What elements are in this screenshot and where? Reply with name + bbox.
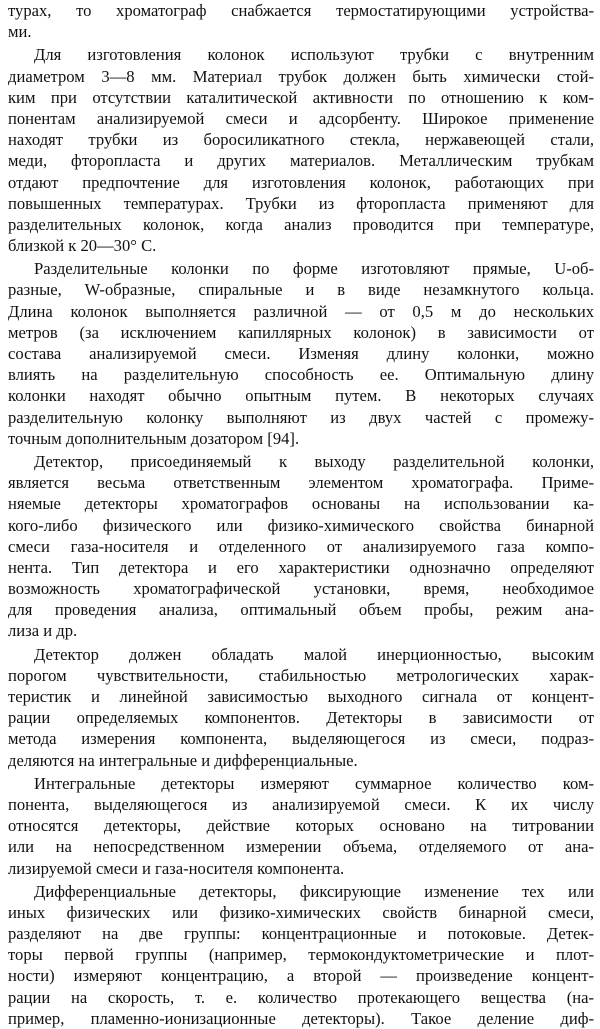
text-line: понентам анализируемой смеси и адсорбенту. Широкое применение bbox=[8, 108, 594, 128]
text-line: лиза и др. bbox=[8, 621, 78, 641]
paragraph-5 bbox=[8, 644, 594, 771]
text-line: турах, то хроматограф снабжается термостатирующими устройства- bbox=[8, 1, 594, 20]
text-line: деляются на интегральные и дифференциальные. bbox=[8, 750, 358, 770]
text-line: находят трубки из боросиликатного стекла, нержавеющей стали, bbox=[8, 130, 594, 150]
text-line: разделительных колонок, когда анализ проводится при температуре, bbox=[8, 214, 594, 234]
text-line: ности) измеряют концентрацию, а второй — произведение концент- bbox=[8, 966, 594, 986]
text-line: иных физических или физико-химических свойств бинарной смеси, bbox=[8, 902, 594, 922]
text-line: Интегральные детекторы измеряют суммарное количество ком- bbox=[34, 773, 594, 793]
text-line: диаметром 3—8 мм. Материал трубок должен быть химически стой- bbox=[8, 66, 594, 86]
text-line: повышенных температурах. Трубки из фторопласта применяют для bbox=[8, 193, 594, 213]
text-line: кого-либо физического или физико-химического свойства бинарной bbox=[8, 515, 594, 535]
text-line: рации определяемых компонентов. Детекторы в зависимости от bbox=[8, 708, 594, 728]
text-line: или на непосредственном измерении объема, отделяемого от ана- bbox=[8, 837, 594, 857]
paragraph-7 bbox=[8, 881, 594, 1029]
text-line: Детектор, присоединяемый к выходу разделительной колонки, bbox=[34, 451, 594, 471]
text-line: возможность хроматографической установки, время, необходимое bbox=[8, 579, 594, 599]
paragraph-2 bbox=[8, 44, 594, 256]
text-line: Разделительные колонки по форме изготовляют прямые, U-об- bbox=[34, 259, 594, 279]
text-line: точным дополнительным дозатором [94]. bbox=[8, 428, 300, 448]
text-line: Длина колонок выполняется различной — от 0,5 м до нескольких bbox=[8, 301, 594, 321]
text-line: состава анализируемой смеси. Изменяя длину колонки, можно bbox=[8, 344, 594, 363]
text-line: метров (за исключением капиллярных колонок) в зависимости от bbox=[8, 322, 594, 342]
text-line: колонки находят обычно опытным путем. В некоторых случаях bbox=[8, 386, 594, 406]
text-line: меди, фторопласта и других материалов. Металлическим трубкам bbox=[8, 151, 594, 171]
text-line: метода измерения компонента, выделяющегося из смеси, подраз- bbox=[8, 729, 594, 749]
text-line: близкой к 20—30° С. bbox=[8, 236, 157, 256]
text-line: няемые детекторы хроматографов основаны на использовании ка- bbox=[8, 494, 594, 514]
paragraph-6 bbox=[8, 773, 594, 879]
text-line: разделительную колонку выполняют из двух частей с промежу- bbox=[8, 407, 594, 427]
text-line: лизируемой смеси и газа-носителя компонента. bbox=[8, 858, 345, 878]
text-line: ким при отсутствии каталитической активности по отношению к ком- bbox=[8, 87, 594, 107]
text-line: пример, пламенно-ионизационные детекторы). Такое деление диф- bbox=[8, 1008, 594, 1028]
text-line: ми. bbox=[8, 22, 32, 42]
text-line: порогом чувствительности, стабильностью метрологических харак- bbox=[8, 665, 594, 685]
paragraph-3 bbox=[8, 258, 594, 449]
text-line: является весьма ответственным элементом хроматографа. Приме- bbox=[8, 473, 594, 493]
text-line: Дифференциальные детекторы, фиксирующие изменение тех или bbox=[34, 881, 594, 901]
text-line: теристик и линейной зависимостью выходного сигнала от концент- bbox=[8, 687, 594, 706]
text-line: рации на скорость, т. е. количество протекающего вещества (на- bbox=[8, 987, 594, 1007]
text-line: разделяют на две группы: концентрационные и потоковые. Детек- bbox=[8, 924, 594, 944]
text-line: смеси газа-носителя и отделенного от анализируемого газа компо- bbox=[8, 536, 594, 556]
text-line: относятся детекторы, действие которых основано на титровании bbox=[8, 816, 594, 836]
text-line: для проведения анализа, оптимальный объем пробы, режим ана- bbox=[8, 600, 594, 620]
text-line: влиять на разделительную способность ее. Оптимальную длину bbox=[8, 365, 594, 385]
text-line: торы первой группы (например, термокондуктометрические и плот- bbox=[8, 945, 594, 965]
text-line: Детектор должен обладать малой инерционностью, высоким bbox=[34, 644, 594, 664]
text-line: нента. Тип детектора и его характеристики однозначно определяют bbox=[8, 557, 594, 577]
text-line: отдают предпочтение для изготовления колонок, работающих при bbox=[8, 172, 594, 192]
paragraph-1 bbox=[8, 0, 594, 42]
text-line: понента, выделяющегося из анализируемой смеси. К их числу bbox=[8, 794, 594, 814]
text-line: Для изготовления колонок используют трубки с внутренним bbox=[34, 45, 594, 65]
text-line: разные, W-образные, спиральные и в виде незамкнутого кольца. bbox=[8, 280, 594, 300]
paragraph-4 bbox=[8, 451, 594, 642]
